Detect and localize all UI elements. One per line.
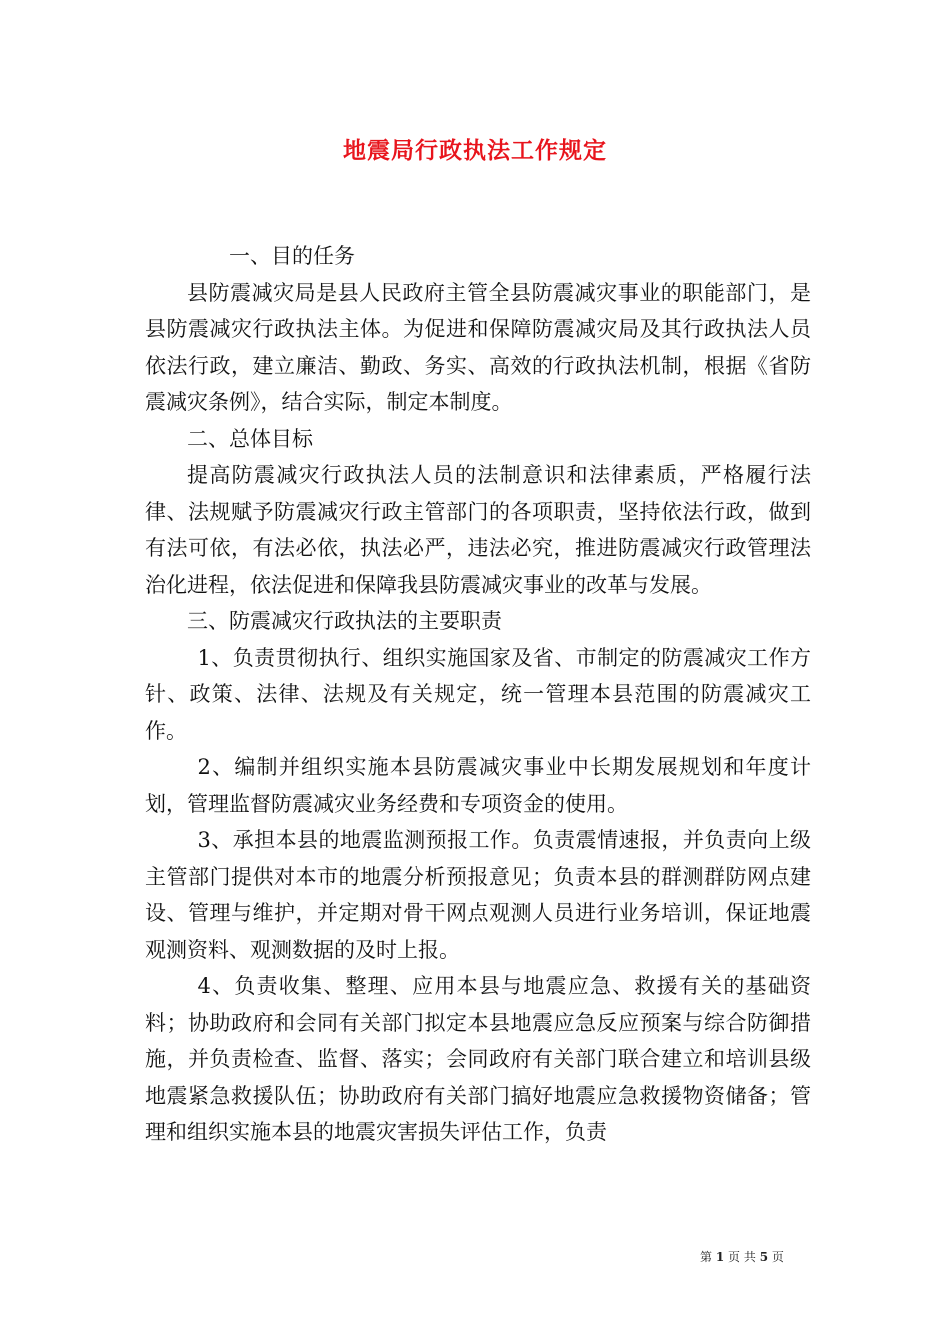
page-footer: [700, 1248, 784, 1265]
document-title: 地震局行政执法工作规定: [343, 137, 607, 164]
duty-item-2: 2、编制并组织实施本县防震减灾事业中长期发展规划和年度计划，管理监督防震减灾业务经费和专项资金的使用。: [145, 755, 811, 816]
document-body: [145, 238, 811, 1151]
duty-item-4: 4、负责收集、整理、应用本县与地震应急、救援有关的基础资料；协助政府和会同有关部门拟定本县地震应急反应预案与综合防御措施，并负责检查、监督、落实；会同政府有关部门联合建立和培训县级地震紧急救援队伍；协助政府有关部门搞好地震应急救援物资储备；管理和组织实施本县的地震灾害损失评估工作，负责: [145, 974, 811, 1144]
section-heading-purpose: 一、目的任务: [229, 244, 355, 268]
footer-current-page: 1: [715, 1250, 725, 1264]
section-heading-duties: 三、防震减灾行政执法的主要职责: [187, 609, 502, 633]
duty-item-1: 1、负责贯彻执行、组织实施国家及省、市制定的防震减灾工作方针、政策、法律、法规及有关规定，统一管理本县范围的防震减灾工作。: [145, 645, 811, 743]
footer-middle: 页 共: [728, 1250, 756, 1264]
paragraph-goals: 提高防震减灾行政执法人员的法制意识和法律素质，严格履行法律、法规赋予防震减灾行政主管部门的各项职责，坚持依法行政，做到有法可依，有法必依，执法必严，违法必究，推进防震减灾行政管理法治化进程，依法促进和保障我县防震减灾事业的改革与发展。: [145, 463, 811, 597]
duty-item-3: 3、承担本县的地震监测预报工作。负责震情速报，并负责向上级主管部门提供对本市的地震分析预报意见；负责本县的群测群防网点建设、管理与维护，并定期对骨干网点观测人员进行业务培训，保证地震观测资料、观测数据的及时上报。: [145, 828, 811, 962]
paragraph-purpose: 县防震减灾局是县人民政府主管全县防震减灾事业的职能部门，是县防震减灾行政执法主体。为促进和保障防震减灾局及其行政执法人员依法行政，建立廉洁、勤政、务实、高效的行政执法机制，根据《省防震减灾条例》，结合实际，制定本制度。: [145, 280, 811, 414]
section-heading-goals: 二、总体目标: [187, 426, 313, 451]
footer-total-pages: 5: [759, 1250, 769, 1264]
footer-suffix: 页: [771, 1250, 784, 1264]
footer-prefix: 第: [700, 1250, 713, 1264]
